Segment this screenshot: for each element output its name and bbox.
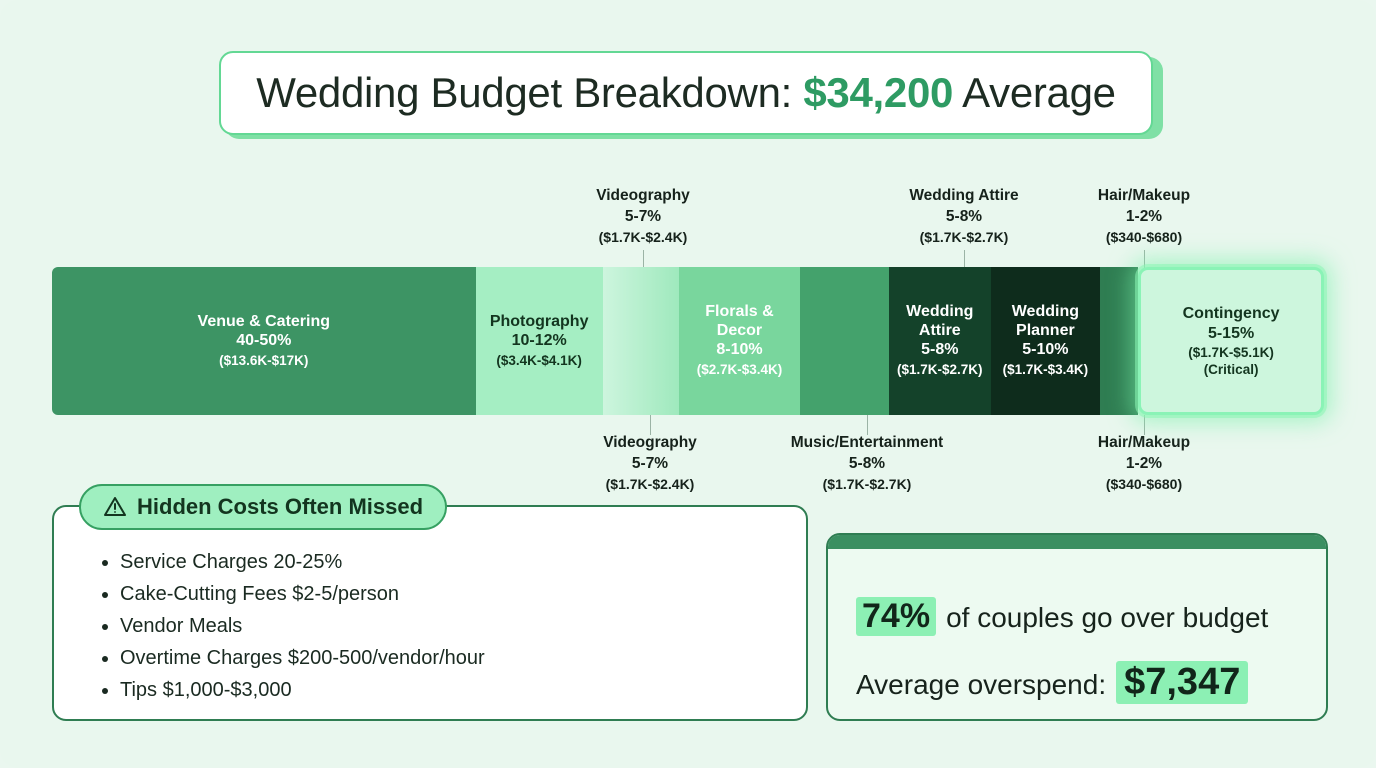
leader-line-attire-top bbox=[964, 250, 965, 268]
callout-name: Videography bbox=[603, 434, 697, 451]
callout-percent: 5-8% bbox=[848, 454, 886, 472]
segment-percent: 40-50% bbox=[236, 332, 292, 350]
segment-name: Venue & Catering bbox=[197, 312, 331, 330]
title-suffix: Average bbox=[953, 69, 1116, 116]
callout-range: ($1.7K-$2.4K) bbox=[598, 228, 688, 245]
title-prefix: Wedding Budget Breakdown: bbox=[256, 69, 804, 116]
segment-note: (Critical) bbox=[1203, 361, 1259, 377]
title-amount: $34,200 bbox=[803, 69, 954, 116]
callout-percent: 1-2% bbox=[1125, 207, 1163, 225]
hidden-costs-badge bbox=[79, 484, 447, 530]
segment-range: ($2.7K-$3.4K) bbox=[696, 362, 783, 378]
callout-range: ($1.7K-$2.7K) bbox=[919, 228, 1009, 245]
leader-line-hair-top bbox=[1144, 250, 1145, 268]
overspend-label: Average overspend: bbox=[856, 669, 1107, 700]
callout-percent: 5-7% bbox=[624, 207, 662, 225]
segment-range: ($1.7K-$3.4K) bbox=[1002, 362, 1089, 378]
bar-segment-music-entertainment[interactable] bbox=[800, 267, 889, 415]
list-item: • Service Charges 20-25% bbox=[120, 546, 738, 578]
bar-segment-wedding-attire[interactable] bbox=[889, 267, 991, 415]
over-budget-stat bbox=[856, 597, 1268, 636]
warning-icon bbox=[103, 495, 127, 519]
bar-segment-hair-makeup[interactable] bbox=[1100, 267, 1138, 415]
callout-bottom-videography bbox=[570, 433, 730, 494]
bar-segment-wedding-planner[interactable] bbox=[991, 267, 1100, 415]
segment-range: ($1.7K-$5.1K) bbox=[1188, 345, 1274, 361]
overspend-amount: $7,347 bbox=[1116, 661, 1248, 704]
bar-segment-videography[interactable] bbox=[603, 267, 679, 415]
segment-range: ($13.6K-$17K) bbox=[219, 352, 309, 368]
segment-percent: 5-8% bbox=[921, 341, 959, 359]
bar-segment-contingency[interactable] bbox=[1138, 267, 1324, 415]
callout-range: ($340-$680) bbox=[1105, 228, 1183, 245]
segment-name: Wedding Planner bbox=[1011, 303, 1079, 339]
callout-percent: 5-8% bbox=[945, 207, 983, 225]
leader-line-videography-top bbox=[643, 250, 644, 268]
segment-name: Florals & Decor bbox=[705, 303, 774, 339]
hidden-costs-list bbox=[98, 546, 738, 706]
callout-bottom-hair-makeup bbox=[1064, 433, 1224, 494]
hidden-costs-title: Hidden Costs Often Missed bbox=[137, 494, 424, 519]
callout-name: Music/Entertainment bbox=[790, 434, 944, 451]
average-overspend-stat bbox=[856, 661, 1248, 704]
list-item: • Vendor Meals bbox=[120, 610, 738, 642]
callout-bottom-music-entertainment bbox=[767, 433, 967, 494]
callout-name: Videography bbox=[596, 187, 690, 204]
bar-segment-photography[interactable] bbox=[476, 267, 603, 415]
leader-line-music-bottom bbox=[867, 415, 868, 435]
callout-range: ($1.7K-$2.7K) bbox=[822, 475, 912, 492]
stats-card-header-bar bbox=[828, 535, 1326, 549]
segment-name: Wedding Attire bbox=[906, 303, 974, 339]
callout-name: Hair/Makeup bbox=[1097, 434, 1191, 451]
segment-range: ($3.4K-$4.1K) bbox=[496, 352, 582, 368]
callout-percent: 1-2% bbox=[1125, 454, 1163, 472]
budget-stacked-bar bbox=[52, 267, 1324, 415]
segment-percent: 10-12% bbox=[511, 332, 567, 350]
callout-range: ($340-$680) bbox=[1105, 475, 1183, 492]
callout-percent: 5-7% bbox=[631, 454, 669, 472]
bar-segment-florals-decor[interactable] bbox=[679, 267, 800, 415]
bar-segment-venue-catering[interactable] bbox=[52, 267, 476, 415]
title-card bbox=[219, 51, 1153, 135]
list-item: • Overtime Charges $200-500/vendor/hour bbox=[120, 642, 738, 674]
leader-line-videography-bottom bbox=[650, 415, 651, 435]
page-title bbox=[256, 69, 1116, 117]
segment-name: Photography bbox=[489, 312, 589, 330]
overspend-stats-card bbox=[826, 533, 1328, 721]
callout-top-hair-makeup bbox=[1064, 186, 1224, 247]
list-item: • Cake-Cutting Fees $2-5/person bbox=[120, 578, 738, 610]
over-budget-percent: 74% bbox=[856, 597, 936, 636]
segment-percent: 8-10% bbox=[716, 341, 763, 359]
callout-name: Hair/Makeup bbox=[1097, 187, 1191, 204]
callout-name: Wedding Attire bbox=[909, 187, 1019, 204]
segment-name: Contingency bbox=[1182, 305, 1280, 323]
leader-line-hair-bottom bbox=[1144, 415, 1145, 435]
callout-range: ($1.7K-$2.4K) bbox=[605, 475, 695, 492]
segment-percent: 5-10% bbox=[1022, 341, 1069, 359]
segment-range: ($1.7K-$2.7K) bbox=[897, 362, 983, 378]
callout-top-wedding-attire bbox=[884, 186, 1044, 247]
over-budget-text: of couples go over budget bbox=[946, 602, 1269, 633]
list-item: • Tips $1,000-$3,000 bbox=[120, 674, 738, 706]
title-banner bbox=[219, 51, 1163, 139]
callout-top-videography bbox=[563, 186, 723, 247]
segment-percent: 5-15% bbox=[1207, 324, 1255, 342]
